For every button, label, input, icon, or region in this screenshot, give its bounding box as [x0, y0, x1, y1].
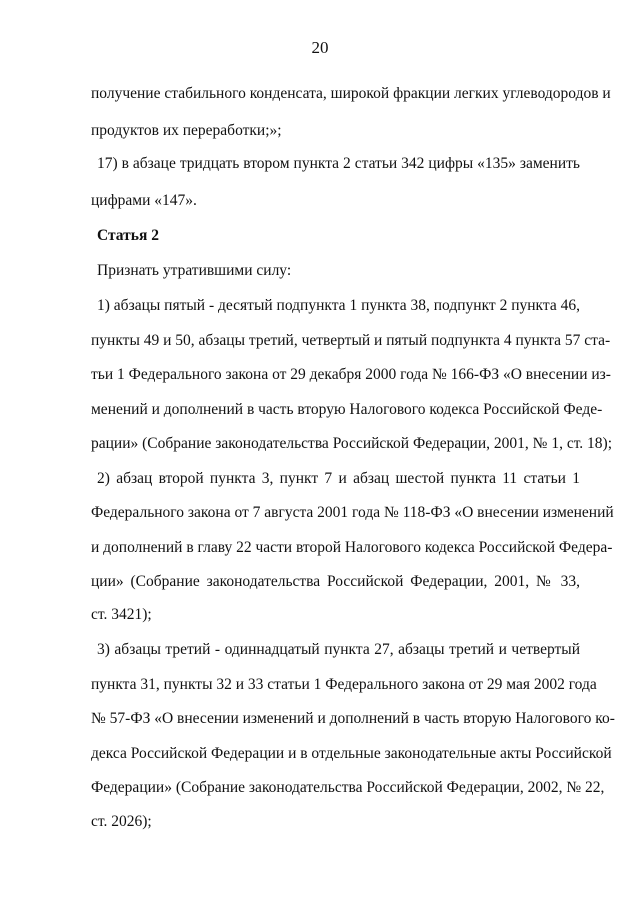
- text-line: цифрами «147».: [91, 192, 197, 209]
- text-line: декса Российской Федерации и в отдельные законодательные акты Российской: [91, 745, 612, 762]
- text-line: менений и дополнений в часть вторую Налогового кодекса Российской Феде-: [91, 401, 603, 418]
- text-line: ст. 3421);: [91, 606, 152, 623]
- text-line: пункты 49 и 50, абзацы третий, четвертый и пятый подпункта 4 пункта 57 ста-: [91, 332, 611, 349]
- text-line: ст. 2026);: [91, 813, 152, 830]
- text-line: пункта 31, пункты 32 и 33 статьи 1 Федерального закона от 29 мая 2002 года: [91, 676, 597, 693]
- text-line: 17) в абзаце тридцать втором пункта 2 статьи 342 цифры «135» заменить: [97, 155, 580, 172]
- text-line: № 57-ФЗ «О внесении изменений и дополнений в часть вторую Налогового ко-: [91, 710, 615, 727]
- text-line: Федерального закона от 7 августа 2001 года № 118-ФЗ «О внесении изменений: [91, 504, 614, 521]
- text-line: 1) абзацы пятый - десятый подпункта 1 пункта 38, подпункт 2 пункта 46,: [97, 297, 580, 314]
- text-line: получение стабильного конденсата, широкой фракции легких углеводородов и: [91, 85, 611, 102]
- text-line: рации» (Собрание законодательства Российской Федерации, 2001, № 1, ст. 18);: [91, 435, 613, 452]
- text-line: ции» (Собрание законодательства Российской Федерации, 2001, № 33,: [91, 573, 580, 590]
- text-line: Федерации» (Собрание законодательства Российской Федерации, 2002, № 22,: [91, 779, 605, 796]
- text-line: тьи 1 Федерального закона от 29 декабря 2000 года № 166-ФЗ «О внесении из-: [91, 366, 611, 383]
- text-line: 3) абзацы третий - одиннадцатый пункта 27, абзацы третий и четвертый: [97, 641, 580, 658]
- text-line: Признать утратившими силу:: [97, 262, 292, 279]
- page-number: 20: [311, 38, 329, 57]
- text-line: 2) абзац второй пункта 3, пункт 7 и абзац шестой пункта 11 статьи 1: [97, 470, 580, 487]
- text-line: продуктов их переработки;»;: [91, 122, 282, 139]
- text-line: и дополнений в главу 22 части второй Налогового кодекса Российской Федера-: [91, 539, 613, 556]
- article-heading: Статья 2: [97, 227, 159, 244]
